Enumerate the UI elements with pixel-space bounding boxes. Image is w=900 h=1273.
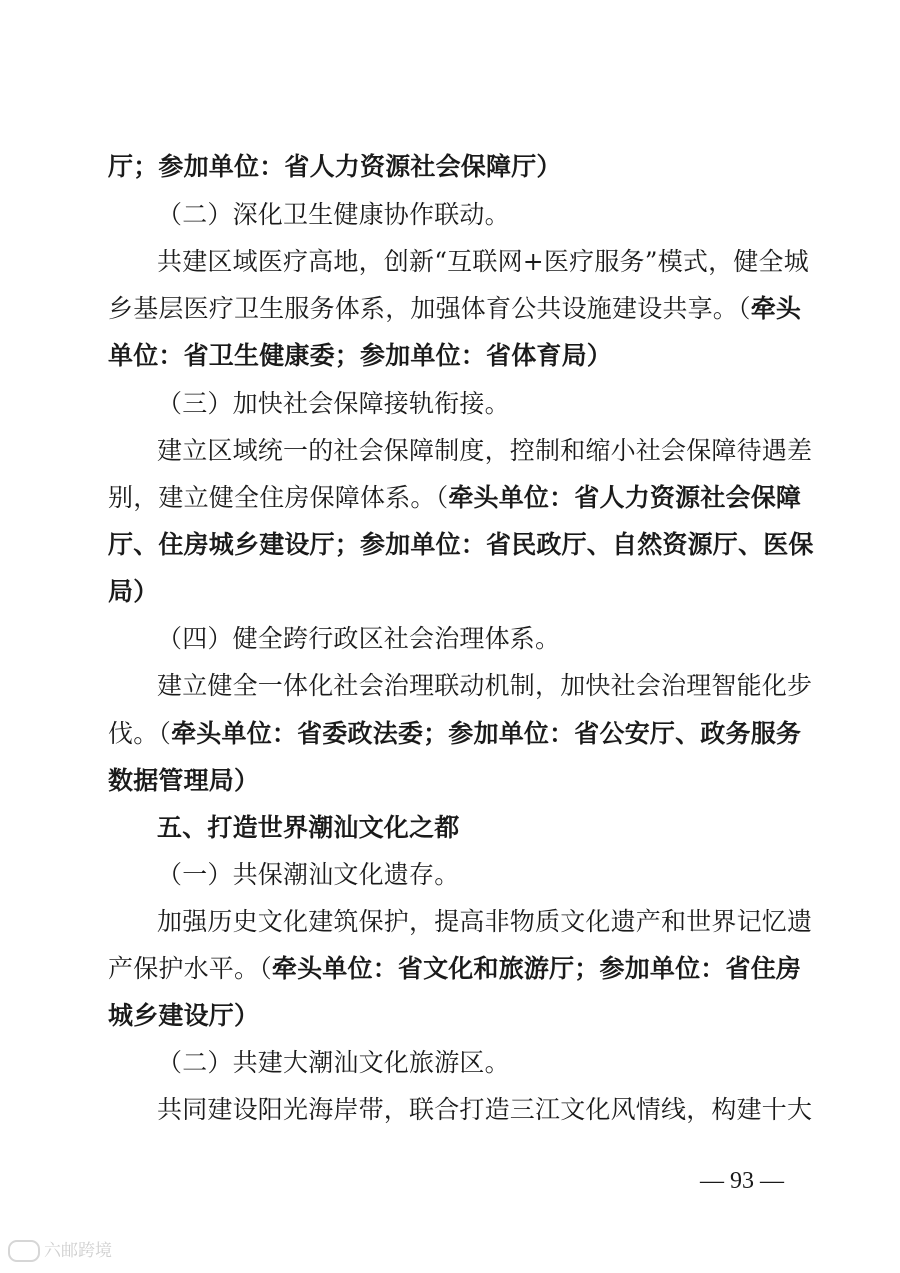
line-text: 加强历史文化建筑保护，提高非物质文化遗产和世界记忆遗 (157, 907, 813, 936)
watermark (8, 1240, 112, 1262)
section-heading-2-4 (157, 624, 900, 654)
line-text: 共建区域医疗高地，创新“互联网+医疗服务”模式，健全城 (157, 247, 809, 276)
line-text: 单位：省卫生健康委；参加单位：省体育局） (108, 341, 613, 370)
line-text: 厅；参加单位：省人力资源社会保障厅） (108, 152, 562, 181)
line-text: 伐。（ (108, 719, 172, 748)
line-text: 厅、住房城乡建设厅；参加单位：省民政厅、自然资源厅、医保 (108, 530, 814, 559)
section-heading-2-2 (157, 200, 900, 230)
text-line-5 (108, 341, 900, 371)
line-text: 别，建立健全住房保障体系。（ (108, 483, 449, 512)
line-text-bold-tail: 牵头单位：省人力资源社会保障 (448, 483, 802, 512)
text-line-4 (108, 294, 900, 324)
line-text: 数据管理局） (108, 766, 260, 795)
line-text: 建立区域统一的社会保障制度，控制和缩小社会保障待遇差 (157, 436, 813, 465)
line-text-bold-tail: 牵头单位：省委政法委；参加单位：省公安厅、政务服务 (171, 719, 802, 748)
text-line-13 (108, 719, 900, 749)
line-text: 共同建设阳光海岸带，联合打造三江文化风情线，构建十大 (157, 1095, 813, 1124)
line-text: （三）加快社会保障接轨衔接。 (157, 389, 510, 418)
text-line-1 (108, 152, 900, 182)
text-line-14 (108, 766, 900, 796)
text-line-7 (157, 436, 900, 466)
watermark-logo-icon (8, 1240, 40, 1262)
text-line-19 (108, 1001, 900, 1031)
line-text: 乡基层医疗卫生服务体系，加强体育公共设施建设共享。（ (108, 294, 751, 323)
line-text: 建立健全一体化社会治理联动机制，加快社会治理智能化步 (157, 671, 813, 700)
line-text: （四）健全跨行政区社会治理体系。 (157, 624, 561, 653)
text-line-17 (157, 907, 900, 937)
text-line-10 (108, 577, 900, 607)
line-text: 五、打造世界潮汕文化之都 (157, 813, 460, 842)
line-text: 城乡建设厅） (108, 1001, 260, 1030)
line-text: 产保护水平。（ (108, 954, 272, 983)
text-line-8 (108, 483, 900, 513)
text-line-9 (108, 530, 900, 560)
line-text: 局） (108, 577, 159, 606)
line-text: （一）共保潮汕文化遗存。 (157, 860, 460, 889)
line-text: （二）共建大潮汕文化旅游区。 (157, 1048, 510, 1077)
text-line-12 (157, 671, 900, 701)
text-line-3 (157, 247, 900, 277)
line-text-bold-tail: 牵头 (750, 294, 802, 323)
section-heading-2-3 (157, 389, 900, 419)
line-text: （二）深化卫生健康协作联动。 (157, 200, 510, 229)
line-text-bold-tail: 牵头单位：省文化和旅游厅；参加单位：省住房 (271, 954, 802, 983)
watermark-text: 六邮跨境 (44, 1241, 112, 1261)
text-line-18 (108, 954, 900, 984)
text-line-21 (157, 1095, 900, 1125)
section-heading-5-2 (157, 1048, 900, 1078)
page-number: — 93 — (700, 1168, 784, 1194)
section-heading-5-1 (157, 860, 900, 890)
section-heading-1-5 (157, 813, 900, 843)
